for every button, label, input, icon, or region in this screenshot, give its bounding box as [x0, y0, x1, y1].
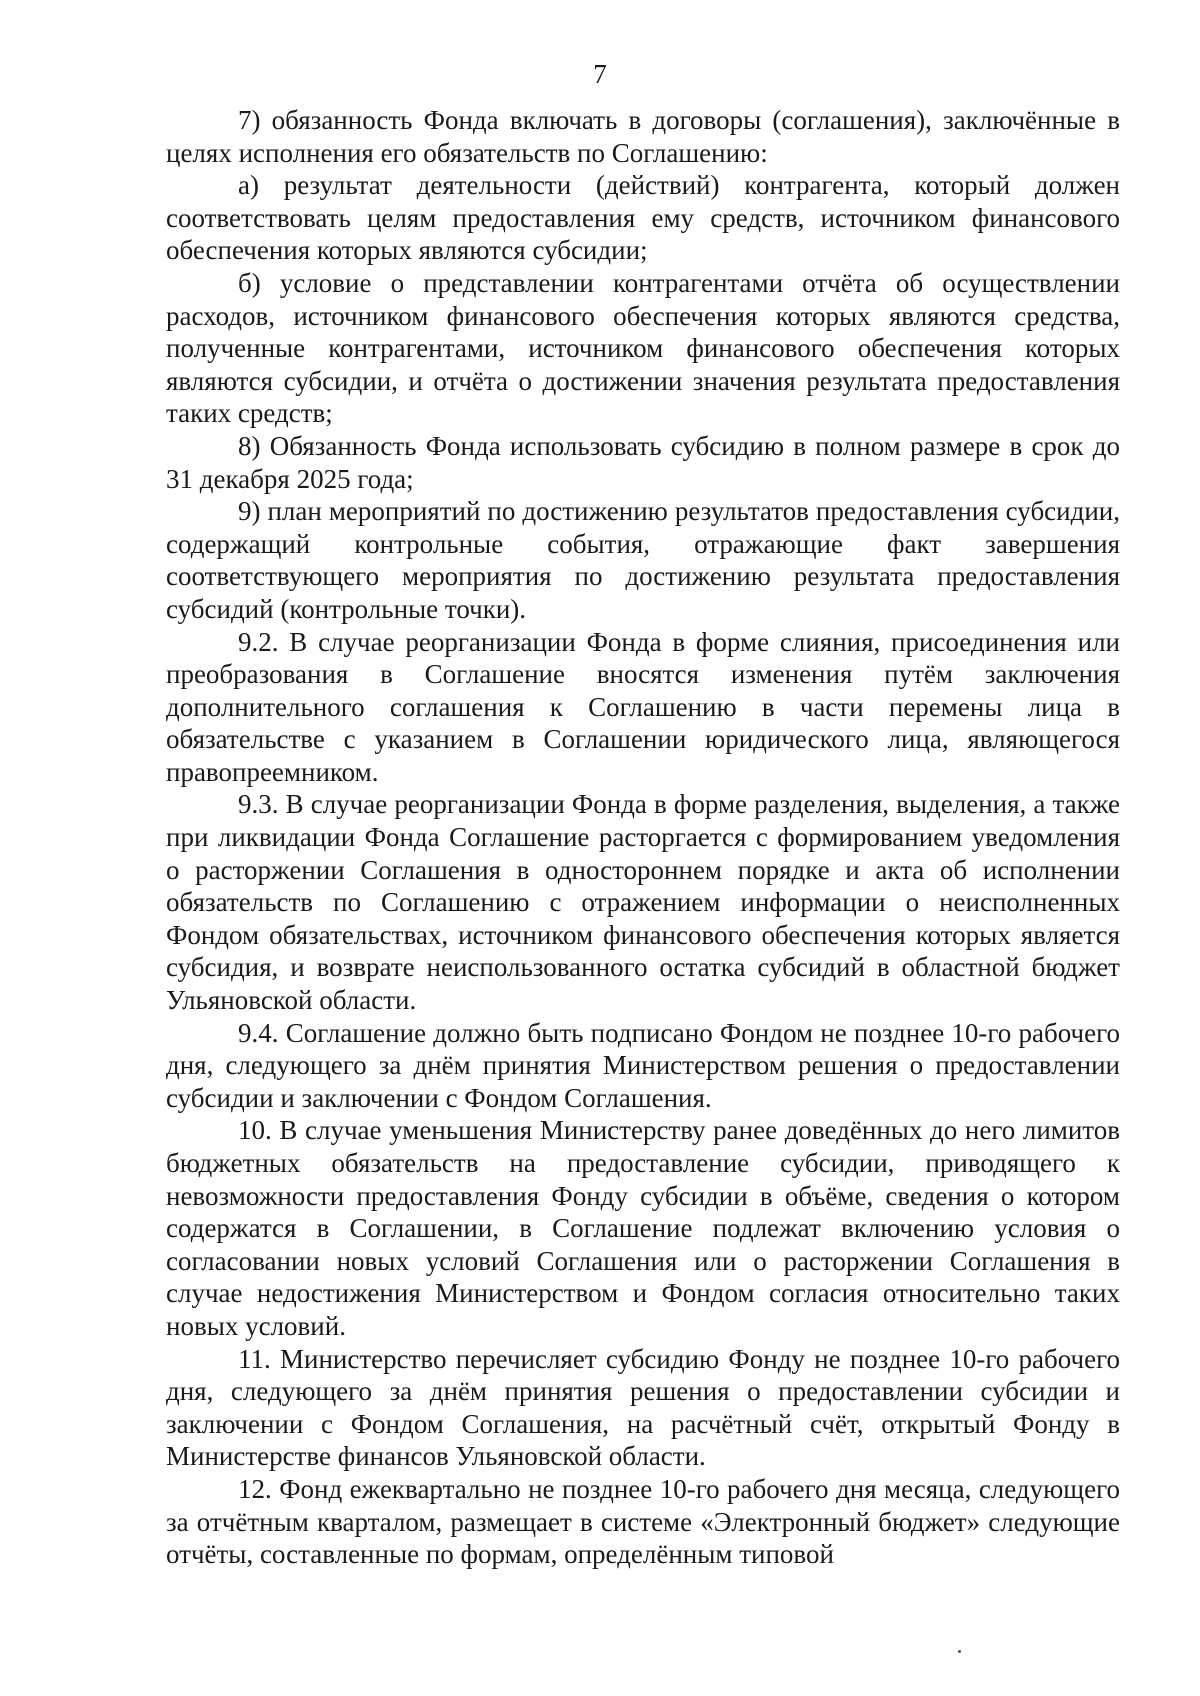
scan-speck	[958, 1650, 961, 1653]
paragraph-7: 7) обязанность Фонда включать в договоры (соглашения), заключённые в целях исполнения его обязательств по Соглашению:	[166, 105, 1120, 168]
page-number: 7	[593, 59, 607, 89]
paragraph-9-2: 9.2. В случае реорганизации Фонда в форме слияния, присоединения или преобразования в Соглашение вносятся изменения путём заключения дополнительного соглашения к Соглашению в части перемены лица в обязательстве с указанием в Соглашении юридического лица, являющегося правопреемником.	[166, 626, 1120, 787]
paragraph-12: 12. Фонд ежеквартально не позднее 10-го рабочего дня месяца, следующего за отчётным кварталом, размещает в системе «Электронный бюджет» следующие отчёты, составленные по формам, определённым типовой	[166, 1473, 1120, 1570]
paragraph-10: 10. В случае уменьшения Министерству ранее доведённых до него лимитов бюджетных обязательств на предоставление субсидии, приводящего к невозможности предоставления Фонду субсидии в объёме, сведения о котором содержатся в Соглашении, в Соглашение подлежат включению условия о согласовании новых условий Соглашения или о расторжении Соглашения в случае недостижения Министерством и Фондом согласия относительно таких новых условий.	[166, 1115, 1120, 1341]
paragraph-9-3: 9.3. В случае реорганизации Фонда в форме разделения, выделения, а также при ликвидации Фонда Соглашение расторгается с формированием уведомления о расторжении Соглашения в одностороннем порядке и акта об исполнении обязательств по Соглашению с отражением информации о неисполненных Фондом обязательствах, источником финансового обеспечения которых является субсидия, и возврате неиспользованного остатка субсидий в областной бюджет Ульяновской области.	[166, 789, 1120, 1016]
paragraph-9-4: 9.4. Соглашение должно быть подписано Фондом не позднее 10-го рабочего дня, следующего за днём принятия Министерством решения о предоставлении субсидии и заключении с Фондом Соглашения.	[166, 1017, 1120, 1113]
document-body	[166, 104, 1120, 1571]
paragraph-8: 8) Обязанность Фонда использовать субсидию в полном размере в срок до 31 декабря 2025 года;	[166, 430, 1120, 494]
paragraph-9: 9) план мероприятий по достижению результатов предоставления субсидии, содержащий контрольные события, отражающие факт завершения соответствующего мероприятия по достижению результата предоставления субсидий (контрольные точки).	[166, 496, 1120, 624]
paragraph-11: 11. Министерство перечисляет субсидию Фонду не позднее 10-го рабочего дня, следующего за днём принятия решения о предоставлении субсидии и заключении с Фондом Соглашения, на расчётный счёт, открытый Фонду в Министерстве финансов Ульяновской области.	[166, 1343, 1120, 1472]
paragraph-7a: а) результат деятельности (действий) контрагента, который должен соответствовать целям предоставления ему средств, источником финансового обеспечения которых являются субсидии;	[166, 170, 1120, 266]
paragraph-7b: б) условие о представлении контрагентами отчёта об осуществлении расходов, источником финансового обеспечения которых являются средства, полученные контрагентами, источником финансового обеспечения которых являются субсидии, и отчёта о достижении значения результата предоставления таких средств;	[166, 267, 1120, 429]
